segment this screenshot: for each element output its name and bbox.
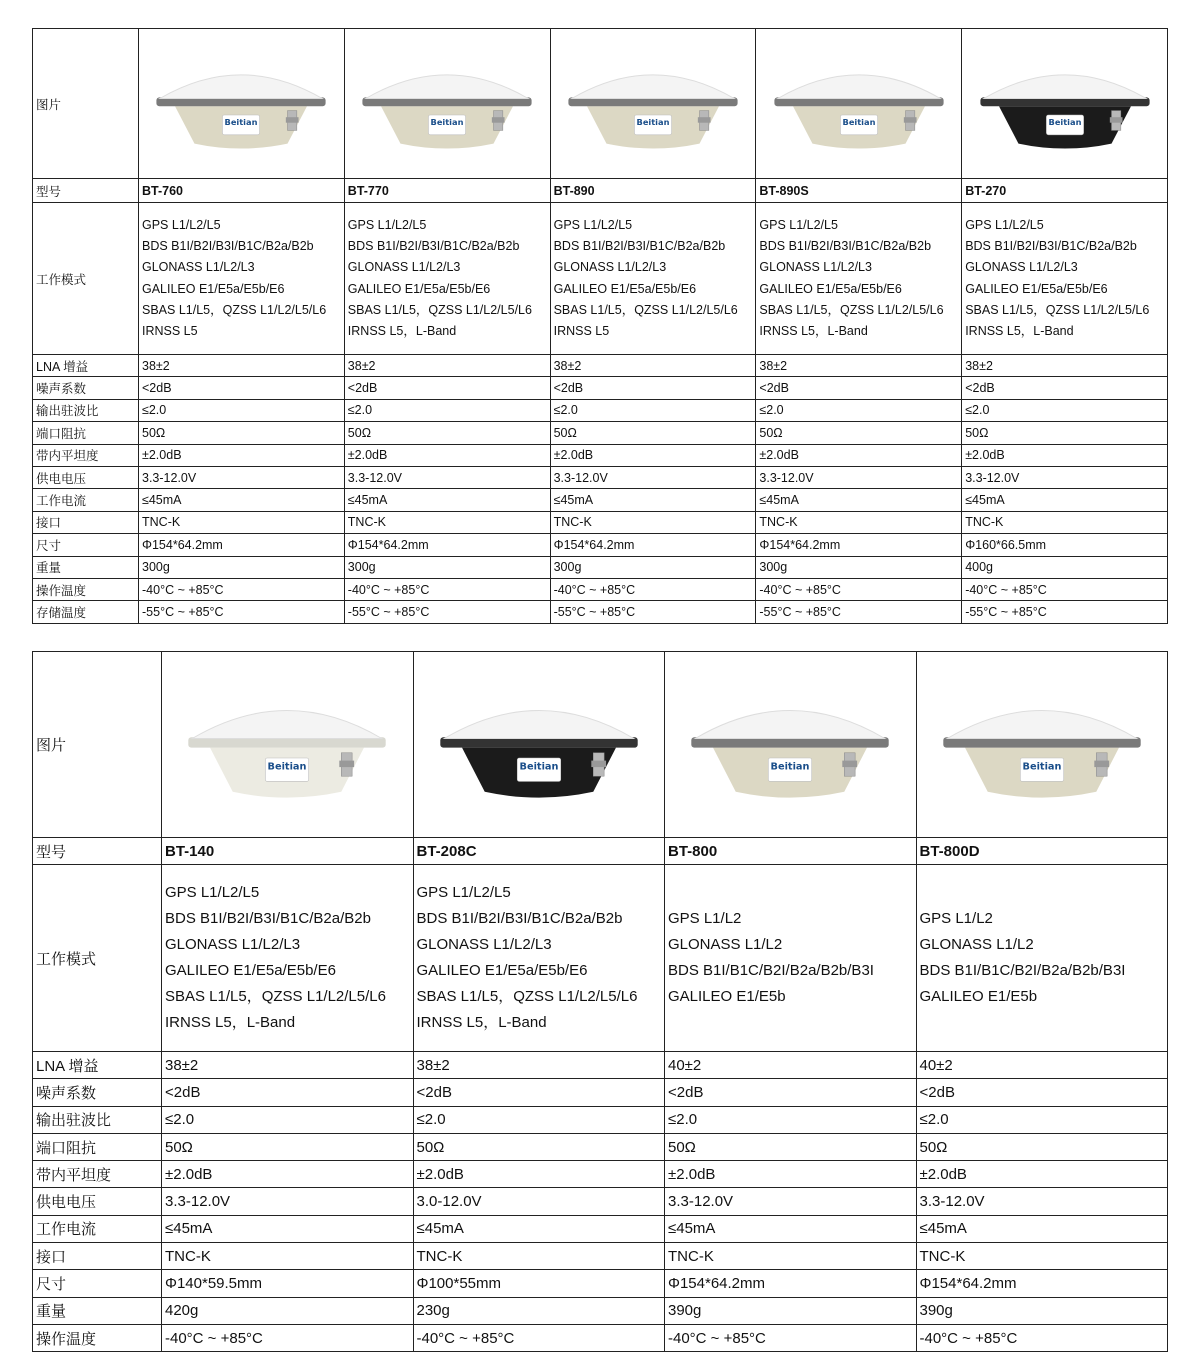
row-label-noise: 噪声系数 <box>33 377 139 399</box>
spec-value-vswr: ≤2.0 <box>550 399 756 421</box>
working-modes <box>962 203 1168 355</box>
mode-line: BDS B1I/B2I/B3I/B1C/B2a/B2b <box>553 238 726 253</box>
mode-line: GPS L1/L2/L5 <box>165 884 260 901</box>
row-label-voltage: 供电电压 <box>33 466 139 488</box>
model-name: BT-208C <box>413 838 665 865</box>
row-label-voltage: 供电电压 <box>33 1188 162 1215</box>
mode-line: SBAS L1/L5，QZSS L1/L2/L5/L6 <box>165 988 386 1005</box>
spec-value-weight: 230g <box>413 1297 665 1324</box>
spec-value-current: ≤45mA <box>916 1215 1168 1242</box>
row-label-lna: LNA 增益 <box>33 355 139 377</box>
row-current <box>33 1215 1168 1242</box>
svg-text:Beitian: Beitian <box>267 761 307 773</box>
mode-line: BDS B1I/B1C/B2I/B2a/B2b/B3I <box>668 962 874 979</box>
spec-value-vswr: ≤2.0 <box>413 1106 665 1133</box>
spec-value-flatness: ±2.0dB <box>413 1161 665 1188</box>
row-image <box>33 652 1168 838</box>
spec-value-impedance: 50Ω <box>756 422 962 444</box>
mode-line: GPS L1/L2/L5 <box>142 217 221 232</box>
spec-value-weight: 300g <box>756 556 962 578</box>
working-modes <box>413 865 665 1052</box>
row-label-lna: LNA 增益 <box>33 1052 162 1079</box>
mode-line: GALILEO E1/E5a/E5b/E6 <box>416 962 588 979</box>
row-connector <box>33 511 1168 533</box>
mode-line: SBAS L1/L5，QZSS L1/L2/L5/L6 <box>759 302 944 317</box>
mode-line: GPS L1/L2/L5 <box>965 217 1044 232</box>
row-modes <box>33 203 1168 355</box>
row-label-model: 型号 <box>33 838 162 865</box>
antenna-image <box>975 49 1155 159</box>
spec-value-size: Φ140*59.5mm <box>162 1270 414 1297</box>
spec-value-op_temp: -40°C ~ +85°C <box>139 578 345 600</box>
product-image-cell <box>162 652 414 838</box>
row-op_temp <box>33 1324 1168 1351</box>
spec-value-voltage: 3.3-12.0V <box>962 466 1168 488</box>
row-model <box>33 179 1168 203</box>
svg-text:Beitian: Beitian <box>1022 761 1062 773</box>
spec-value-lna: 38±2 <box>344 355 550 377</box>
mode-line: IRNSS L5，L-Band <box>165 1014 296 1031</box>
row-label-op_temp: 操作温度 <box>33 1324 162 1351</box>
row-lna <box>33 1052 1168 1079</box>
mode-line: SBAS L1/L5，QZSS L1/L2/L5/L6 <box>142 302 327 317</box>
row-label-flatness: 带内平坦度 <box>33 1161 162 1188</box>
row-label-model: 型号 <box>33 179 139 203</box>
spec-value-flatness: ±2.0dB <box>756 444 962 466</box>
mode-line: GLONASS L1/L2/L3 <box>965 260 1078 275</box>
mode-line: SBAS L1/L5，QZSS L1/L2/L5/L6 <box>553 302 738 317</box>
row-label-size: 尺寸 <box>33 534 139 556</box>
spec-value-lna: 38±2 <box>413 1052 665 1079</box>
spec-value-noise: <2dB <box>756 377 962 399</box>
spec-value-weight: 420g <box>162 1297 414 1324</box>
row-label-connector: 接口 <box>33 1243 162 1270</box>
spec-value-flatness: ±2.0dB <box>550 444 756 466</box>
row-noise <box>33 377 1168 399</box>
spec-value-impedance: 50Ω <box>665 1133 917 1160</box>
mode-line: SBAS L1/L5，QZSS L1/L2/L5/L6 <box>965 302 1150 317</box>
spec-value-noise: <2dB <box>413 1079 665 1106</box>
mode-line: GLONASS L1/L2/L3 <box>553 260 667 275</box>
working-modes <box>162 865 414 1052</box>
model-name: BT-270 <box>962 179 1168 203</box>
mode-line: GPS L1/L2 <box>919 910 993 927</box>
row-connector <box>33 1243 1168 1270</box>
mode-line: GALILEO E1/E5a/E5b/E6 <box>553 281 697 296</box>
spec-value-voltage: 3.3-12.0V <box>916 1188 1168 1215</box>
model-name: BT-890 <box>550 179 756 203</box>
spec-value-size: Φ154*64.2mm <box>916 1270 1168 1297</box>
antenna-image <box>937 680 1147 810</box>
spec-value-size: Φ100*55mm <box>413 1270 665 1297</box>
mode-line: IRNSS L5，L-Band <box>965 324 1074 339</box>
mode-line: IRNSS L5，L-Band <box>416 1014 547 1031</box>
antenna-image <box>685 680 895 810</box>
row-impedance <box>33 1133 1168 1160</box>
spec-value-current: ≤45mA <box>962 489 1168 511</box>
model-name: BT-760 <box>139 179 345 203</box>
mode-line: BDS B1I/B2I/B3I/B1C/B2a/B2b <box>965 238 1137 253</box>
mode-line: GALILEO E1/E5a/E5b/E6 <box>965 281 1108 296</box>
row-label-vswr: 输出驻波比 <box>33 1106 162 1133</box>
spec-value-noise: <2dB <box>916 1079 1168 1106</box>
mode-line: GLONASS L1/L2/L3 <box>142 260 255 275</box>
product-image-cell <box>413 652 665 838</box>
spec-value-st_temp: -55°C ~ +85°C <box>550 601 756 623</box>
spec-value-st_temp: -55°C ~ +85°C <box>756 601 962 623</box>
mode-line: GALILEO E1/E5a/E5b/E6 <box>759 281 902 296</box>
spec-value-voltage: 3.0-12.0V <box>413 1188 665 1215</box>
spec-value-connector: TNC-K <box>550 511 756 533</box>
row-vswr <box>33 1106 1168 1133</box>
spec-value-connector: TNC-K <box>665 1243 917 1270</box>
mode-line: SBAS L1/L5，QZSS L1/L2/L5/L6 <box>416 988 638 1005</box>
spec-value-impedance: 50Ω <box>139 422 345 444</box>
row-size <box>33 534 1168 556</box>
antenna-image <box>434 680 644 810</box>
spec-value-weight: 300g <box>550 556 756 578</box>
mode-line: GLONASS L1/L2 <box>919 936 1034 953</box>
mode-line: GPS L1/L2 <box>668 910 742 927</box>
spec-value-weight: 390g <box>916 1297 1168 1324</box>
spec-value-impedance: 50Ω <box>344 422 550 444</box>
row-label-image: 图片 <box>33 29 139 179</box>
spec-value-voltage: 3.3-12.0V <box>162 1188 414 1215</box>
svg-text:Beitian: Beitian <box>770 761 810 773</box>
mode-line: BDS B1I/B2I/B3I/B1C/B2a/B2b <box>416 910 623 927</box>
spec-value-weight: 300g <box>344 556 550 578</box>
antenna-image <box>182 680 392 810</box>
row-flatness <box>33 1161 1168 1188</box>
row-st_temp <box>33 601 1168 623</box>
mode-line: GALILEO E1/E5b <box>919 988 1038 1005</box>
product-image-cell <box>916 652 1168 838</box>
mode-line: IRNSS L5，L-Band <box>347 324 457 339</box>
mode-line: GPS L1/L2/L5 <box>553 217 633 232</box>
spec-value-connector: TNC-K <box>962 511 1168 533</box>
row-weight <box>33 1297 1168 1324</box>
product-image-cell <box>756 29 962 179</box>
spec-value-lna: 38±2 <box>550 355 756 377</box>
spec-value-voltage: 3.3-12.0V <box>344 466 550 488</box>
spec-value-impedance: 50Ω <box>962 422 1168 444</box>
spec-value-voltage: 3.3-12.0V <box>665 1188 917 1215</box>
model-name: BT-800 <box>665 838 917 865</box>
row-current <box>33 489 1168 511</box>
row-vswr <box>33 399 1168 421</box>
row-voltage <box>33 466 1168 488</box>
spec-value-connector: TNC-K <box>162 1243 414 1270</box>
mode-line: GLONASS L1/L2/L3 <box>416 936 552 953</box>
row-flatness <box>33 444 1168 466</box>
spec-value-noise: <2dB <box>344 377 550 399</box>
spec-value-flatness: ±2.0dB <box>162 1161 414 1188</box>
spec-value-op_temp: -40°C ~ +85°C <box>756 578 962 600</box>
spec-value-flatness: ±2.0dB <box>344 444 550 466</box>
spec-value-current: ≤45mA <box>550 489 756 511</box>
model-name: BT-800D <box>916 838 1168 865</box>
working-modes <box>139 203 345 355</box>
spec-value-st_temp: -55°C ~ +85°C <box>962 601 1168 623</box>
row-label-st_temp: 存储温度 <box>33 601 139 623</box>
row-label-connector: 接口 <box>33 511 139 533</box>
row-lna <box>33 355 1168 377</box>
mode-line: GLONASS L1/L2/L3 <box>165 936 301 953</box>
row-label-mode: 工作模式 <box>33 203 139 355</box>
svg-text:Beitian: Beitian <box>1048 116 1082 127</box>
mode-line: GLONASS L1/L2/L3 <box>347 260 461 275</box>
mode-line: BDS B1I/B2I/B3I/B1C/B2a/B2b <box>347 238 520 253</box>
product-image-cell <box>962 29 1168 179</box>
spec-value-connector: TNC-K <box>344 511 550 533</box>
spec-value-connector: TNC-K <box>413 1243 665 1270</box>
row-voltage <box>33 1188 1168 1215</box>
antenna-image <box>769 49 949 159</box>
spec-value-lna: 38±2 <box>756 355 962 377</box>
model-name: BT-140 <box>162 838 414 865</box>
spec-value-vswr: ≤2.0 <box>344 399 550 421</box>
row-noise <box>33 1079 1168 1106</box>
spec-value-vswr: ≤2.0 <box>916 1106 1168 1133</box>
spec-value-impedance: 50Ω <box>916 1133 1168 1160</box>
spec-value-vswr: ≤2.0 <box>756 399 962 421</box>
mode-line: GALILEO E1/E5a/E5b/E6 <box>347 281 491 296</box>
row-label-size: 尺寸 <box>33 1270 162 1297</box>
spec-value-current: ≤45mA <box>756 489 962 511</box>
mode-line: GALILEO E1/E5a/E5b/E6 <box>142 281 285 296</box>
row-op_temp <box>33 578 1168 600</box>
spec-value-lna: 40±2 <box>916 1052 1168 1079</box>
spec-value-size: Φ160*66.5mm <box>962 534 1168 556</box>
spec-value-flatness: ±2.0dB <box>665 1161 917 1188</box>
row-model <box>33 838 1168 865</box>
spec-value-lna: 38±2 <box>962 355 1168 377</box>
spec-value-current: ≤45mA <box>139 489 345 511</box>
model-name: BT-890S <box>756 179 962 203</box>
row-weight <box>33 556 1168 578</box>
spec-value-lna: 40±2 <box>665 1052 917 1079</box>
mode-line: BDS B1I/B1C/B2I/B2a/B2b/B3I <box>919 962 1126 979</box>
spec-value-op_temp: -40°C ~ +85°C <box>162 1324 414 1351</box>
spec-value-vswr: ≤2.0 <box>962 399 1168 421</box>
spec-value-noise: <2dB <box>162 1079 414 1106</box>
spec-value-st_temp: -55°C ~ +85°C <box>139 601 345 623</box>
spec-value-voltage: 3.3-12.0V <box>139 466 345 488</box>
row-label-weight: 重量 <box>33 1297 162 1324</box>
spec-value-size: Φ154*64.2mm <box>550 534 756 556</box>
spec-value-connector: TNC-K <box>756 511 962 533</box>
spec-value-connector: TNC-K <box>916 1243 1168 1270</box>
row-label-op_temp: 操作温度 <box>33 578 139 600</box>
product-image-cell <box>665 652 917 838</box>
spec-value-op_temp: -40°C ~ +85°C <box>550 578 756 600</box>
spec-value-impedance: 50Ω <box>550 422 756 444</box>
spec-table-1 <box>32 28 1168 624</box>
spec-value-noise: <2dB <box>139 377 345 399</box>
spec-value-noise: <2dB <box>550 377 756 399</box>
spec-value-st_temp: -55°C ~ +85°C <box>344 601 550 623</box>
working-modes <box>550 203 756 355</box>
spec-value-op_temp: -40°C ~ +85°C <box>344 578 550 600</box>
mode-line: GLONASS L1/L2/L3 <box>759 260 872 275</box>
mode-line: GLONASS L1/L2 <box>668 936 783 953</box>
spec-value-flatness: ±2.0dB <box>139 444 345 466</box>
spec-value-vswr: ≤2.0 <box>139 399 345 421</box>
svg-text:Beitian: Beitian <box>636 116 670 127</box>
row-impedance <box>33 422 1168 444</box>
row-label-image: 图片 <box>33 652 162 838</box>
spec-value-flatness: ±2.0dB <box>916 1161 1168 1188</box>
spec-value-voltage: 3.3-12.0V <box>756 466 962 488</box>
spec-value-weight: 300g <box>139 556 345 578</box>
row-label-mode: 工作模式 <box>33 865 162 1052</box>
spec-value-voltage: 3.3-12.0V <box>550 466 756 488</box>
row-size <box>33 1270 1168 1297</box>
mode-line: GPS L1/L2/L5 <box>416 884 511 901</box>
working-modes <box>756 203 962 355</box>
spec-value-noise: <2dB <box>665 1079 917 1106</box>
mode-line: IRNSS L5 <box>553 324 610 339</box>
spec-value-op_temp: -40°C ~ +85°C <box>665 1324 917 1351</box>
mode-line: IRNSS L5 <box>142 324 198 339</box>
row-label-flatness: 带内平坦度 <box>33 444 139 466</box>
spec-value-vswr: ≤2.0 <box>162 1106 414 1133</box>
model-name: BT-770 <box>344 179 550 203</box>
antenna-image <box>151 49 331 159</box>
mode-line: BDS B1I/B2I/B3I/B1C/B2a/B2b <box>759 238 932 253</box>
spec-value-lna: 38±2 <box>162 1052 414 1079</box>
row-label-current: 工作电流 <box>33 1215 162 1242</box>
row-label-impedance: 端口阻抗 <box>33 422 139 444</box>
mode-line: BDS B1I/B2I/B3I/B1C/B2a/B2b <box>165 910 371 927</box>
product-image-cell <box>550 29 756 179</box>
row-label-noise: 噪声系数 <box>33 1079 162 1106</box>
mode-line: GALILEO E1/E5a/E5b/E6 <box>165 962 336 979</box>
antenna-image <box>563 49 743 159</box>
row-modes <box>33 865 1168 1052</box>
spec-value-current: ≤45mA <box>665 1215 917 1242</box>
spec-value-impedance: 50Ω <box>162 1133 414 1160</box>
spec-value-size: Φ154*64.2mm <box>665 1270 917 1297</box>
spec-value-vswr: ≤2.0 <box>665 1106 917 1133</box>
svg-text:Beitian: Beitian <box>519 761 559 773</box>
spec-value-weight: 390g <box>665 1297 917 1324</box>
spec-value-size: Φ154*64.2mm <box>139 534 345 556</box>
spec-value-weight: 400g <box>962 556 1168 578</box>
spec-value-noise: <2dB <box>962 377 1168 399</box>
spec-value-current: ≤45mA <box>413 1215 665 1242</box>
spec-value-current: ≤45mA <box>344 489 550 511</box>
working-modes <box>665 865 917 1052</box>
spec-value-op_temp: -40°C ~ +85°C <box>413 1324 665 1351</box>
mode-line: IRNSS L5，L-Band <box>759 324 868 339</box>
spec-value-size: Φ154*64.2mm <box>344 534 550 556</box>
spec-value-impedance: 50Ω <box>413 1133 665 1160</box>
working-modes <box>344 203 550 355</box>
row-image <box>33 29 1168 179</box>
row-label-vswr: 输出驻波比 <box>33 399 139 421</box>
spec-value-op_temp: -40°C ~ +85°C <box>962 578 1168 600</box>
product-image-cell <box>139 29 345 179</box>
svg-text:Beitian: Beitian <box>430 116 464 127</box>
svg-text:Beitian: Beitian <box>224 116 258 127</box>
row-label-current: 工作电流 <box>33 489 139 511</box>
mode-line: GALILEO E1/E5b <box>668 988 786 1005</box>
mode-line: SBAS L1/L5，QZSS L1/L2/L5/L6 <box>347 302 532 317</box>
spec-value-op_temp: -40°C ~ +85°C <box>916 1324 1168 1351</box>
row-label-impedance: 端口阻抗 <box>33 1133 162 1160</box>
spec-table-2 <box>32 651 1168 1352</box>
spec-value-size: Φ154*64.2mm <box>756 534 962 556</box>
spec-value-flatness: ±2.0dB <box>962 444 1168 466</box>
row-label-weight: 重量 <box>33 556 139 578</box>
mode-line: GPS L1/L2/L5 <box>759 217 838 232</box>
mode-line: GPS L1/L2/L5 <box>347 217 427 232</box>
product-image-cell <box>344 29 550 179</box>
antenna-image <box>357 49 537 159</box>
svg-text:Beitian: Beitian <box>842 116 876 127</box>
mode-line: BDS B1I/B2I/B3I/B1C/B2a/B2b <box>142 238 314 253</box>
spec-value-connector: TNC-K <box>139 511 345 533</box>
working-modes <box>916 865 1168 1052</box>
spec-value-current: ≤45mA <box>162 1215 414 1242</box>
spec-value-lna: 38±2 <box>139 355 345 377</box>
